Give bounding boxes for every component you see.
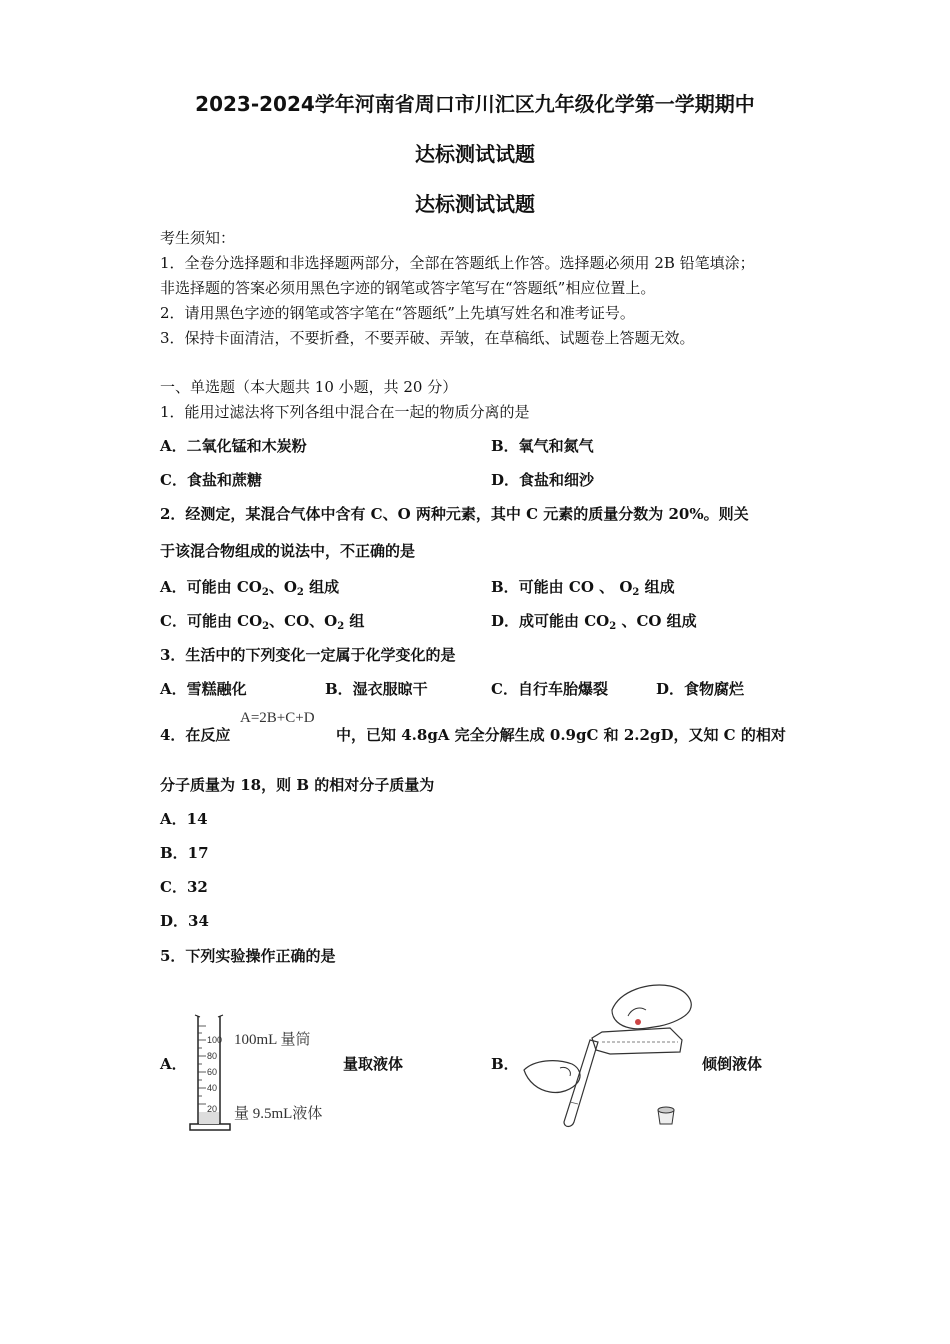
q4-option-d: D．34 bbox=[160, 912, 209, 930]
q2-option-d: D．成可能由 $CO_2$ 、CO 组成 bbox=[491, 612, 697, 632]
q5-option-a-letter: A． bbox=[160, 1055, 187, 1073]
q2-option-a: A．可能由 $CO_2$、$O_2$ 组成 bbox=[160, 578, 340, 598]
graduated-cylinder-figure bbox=[186, 1012, 346, 1134]
notice-item-1a: 1．全卷分选择题和非选择题两部分，全部在答题纸上作答。选择题必须用 2B 铅笔填涂； bbox=[160, 254, 755, 272]
cylinder-label-top: 100mL 量筒 bbox=[234, 1032, 311, 1048]
notice-heading: 考生须知： bbox=[160, 229, 236, 247]
q2-stem-line1: 2．经测定，某混合气体中含有 C、O 两种元素，其中 C 元素的质量分数为 20%。则关 bbox=[160, 505, 749, 523]
q5-option-a-caption: 量取液体 bbox=[343, 1055, 404, 1073]
q4-option-a: A．14 bbox=[160, 810, 208, 828]
tick-label: 60 bbox=[207, 1067, 218, 1077]
q3-option-b: B．湿衣服晾干 bbox=[325, 680, 428, 698]
q5-stem: 5．下列实验操作正确的是 bbox=[160, 947, 336, 965]
doc-title-line1: 2023-2024学年河南省周口市川汇区九年级化学第一学期期中 bbox=[195, 92, 755, 116]
q1-option-c: C．食盐和蔗糖 bbox=[160, 471, 262, 489]
q2-option-c: C．可能由 $CO_2$、CO、$O_2$ 组 bbox=[160, 612, 365, 632]
doc-title-line3: 达标测试试题 bbox=[415, 192, 535, 216]
cylinder-label-bottom: 量 9.5mL液体 bbox=[234, 1106, 323, 1122]
q1-option-b: B．氧气和氮气 bbox=[491, 437, 594, 455]
q2-stem-line2: 于该混合物组成的说法中，不正确的是 bbox=[160, 542, 416, 560]
q3-option-a: A．雪糕融化 bbox=[160, 680, 247, 698]
q4-stem-pre: 4．在反应 bbox=[160, 726, 231, 744]
q4-option-c: C．32 bbox=[160, 878, 208, 896]
q4-stem-line2: 分子质量为 18，则 B 的相对分子质量为 bbox=[160, 776, 435, 794]
tick-label: 100 bbox=[207, 1035, 223, 1045]
q3-option-d: D．食物腐烂 bbox=[656, 680, 745, 698]
q1-stem: 1．能用过滤法将下列各组中混合在一起的物质分离的是 bbox=[160, 403, 530, 421]
notice-item-1b: 非选择题的答案必须用黑色字迹的钢笔或答字笔写在“答题纸”相应位置上。 bbox=[160, 279, 656, 297]
notice-item-2: 2．请用黑色字迹的钢笔或答字笔在“答题纸”上先填写姓名和准考证号。 bbox=[160, 304, 635, 322]
pouring-liquid-figure bbox=[520, 980, 700, 1130]
q4-formula: A=2B+C+D bbox=[240, 710, 315, 726]
q1-option-d: D．食盐和细沙 bbox=[491, 471, 595, 489]
q4-stem-post: 中，已知 4.8gA 完全分解生成 0.9gC 和 2.2gD，又知 C 的相对 bbox=[336, 726, 786, 744]
q2-option-b: B．可能由 CO 、 $O_2$ 组成 bbox=[491, 578, 675, 598]
q4-option-b: B．17 bbox=[160, 844, 209, 862]
q3-stem: 3．生活中的下列变化一定属于化学变化的是 bbox=[160, 646, 456, 664]
tick-label: 20 bbox=[207, 1104, 218, 1114]
tick-label: 80 bbox=[207, 1051, 218, 1061]
notice-item-3: 3．保持卡面清洁，不要折叠，不要弄破、弄皱，在草稿纸、试题卷上答题无效。 bbox=[160, 329, 695, 347]
q3-option-c: C．自行车胎爆裂 bbox=[491, 680, 608, 698]
q5-option-b-caption: 倾倒液体 bbox=[702, 1055, 763, 1073]
tick-label: 40 bbox=[207, 1083, 218, 1093]
section-heading: 一、单选题（本大题共 10 小题，共 20 分） bbox=[160, 378, 458, 396]
doc-title-line2: 达标测试试题 bbox=[415, 142, 535, 166]
q1-option-a: A．二氧化锰和木炭粉 bbox=[160, 437, 307, 455]
q5-option-b-letter: B． bbox=[491, 1055, 519, 1073]
